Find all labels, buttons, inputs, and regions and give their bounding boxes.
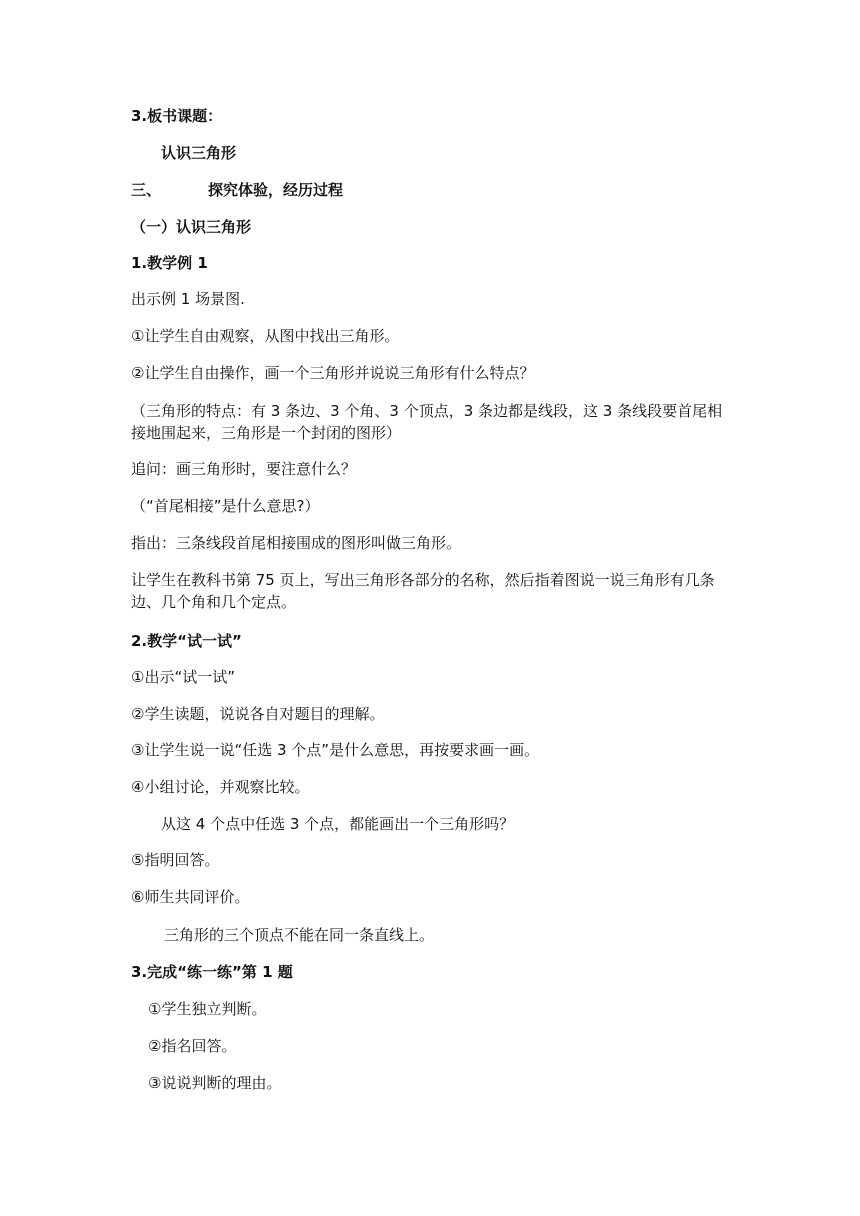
paragraph: ①出示“试一试” [131,668,235,686]
paragraph: ③让学生说一说“任选 3 个点”是什么意思，再按要求画一画。 [131,741,540,759]
item-heading: 2.教学“试一试” [131,632,242,650]
paragraph: 让学生在教科书第 75 页上，写出三角形各部分的名称，然后指着图说一说三角形有几条边、几个角和几个定点。 [131,571,715,611]
paragraph: 出示例 1 场景图. [131,290,245,308]
paragraph: ⑥师生共同评价。 [131,888,250,906]
paragraph: 从这 4 个点中任选 3 个点，都能画出一个三角形吗？ [161,815,515,833]
paragraph: 指出：三条线段首尾相接围成的图形叫做三角形。 [131,534,462,552]
paragraph: ②学生读题，说说各自对题目的理解。 [131,705,385,723]
lesson-title: 认识三角形 [161,144,237,162]
paragraph: 三角形的三个顶点不能在同一条直线上。 [164,926,435,944]
paragraph: 追问：画三角形时，要注意什么？ [131,460,357,478]
paragraph: ④小组讨论，并观察比较。 [131,778,310,796]
paragraph: ①学生独立判断。 [148,1000,267,1018]
paragraph: ③说说判断的理由。 [148,1074,282,1092]
paragraph: ②让学生自由操作，画一个三角形并说说三角形有什么特点？ [131,364,535,382]
paragraph: ⑤指明回答。 [131,851,220,869]
paragraph: ①让学生自由观察，从图中找出三角形。 [131,327,400,345]
item-heading: 1.教学例 1 [131,254,208,272]
paragraph: ②指名回答。 [148,1037,237,1055]
paragraph: （三角形的特点：有 3 条边、3 个角、3 个顶点，3 条边都是线段，这 3 条线段要首尾相接地围起来，三角形是一个封闭的图形） [131,402,723,442]
section-title: 探究体验，经历过程 [208,181,344,199]
subsection-heading: （一）认识三角形 [131,218,252,236]
lesson-step-heading: 3.板书课题： [131,107,223,125]
section-number: 三、 [131,181,162,199]
item-heading: 3.完成“练一练”第 1 题 [131,963,293,981]
paragraph: （“首尾相接”是什么意思?） [131,497,320,515]
